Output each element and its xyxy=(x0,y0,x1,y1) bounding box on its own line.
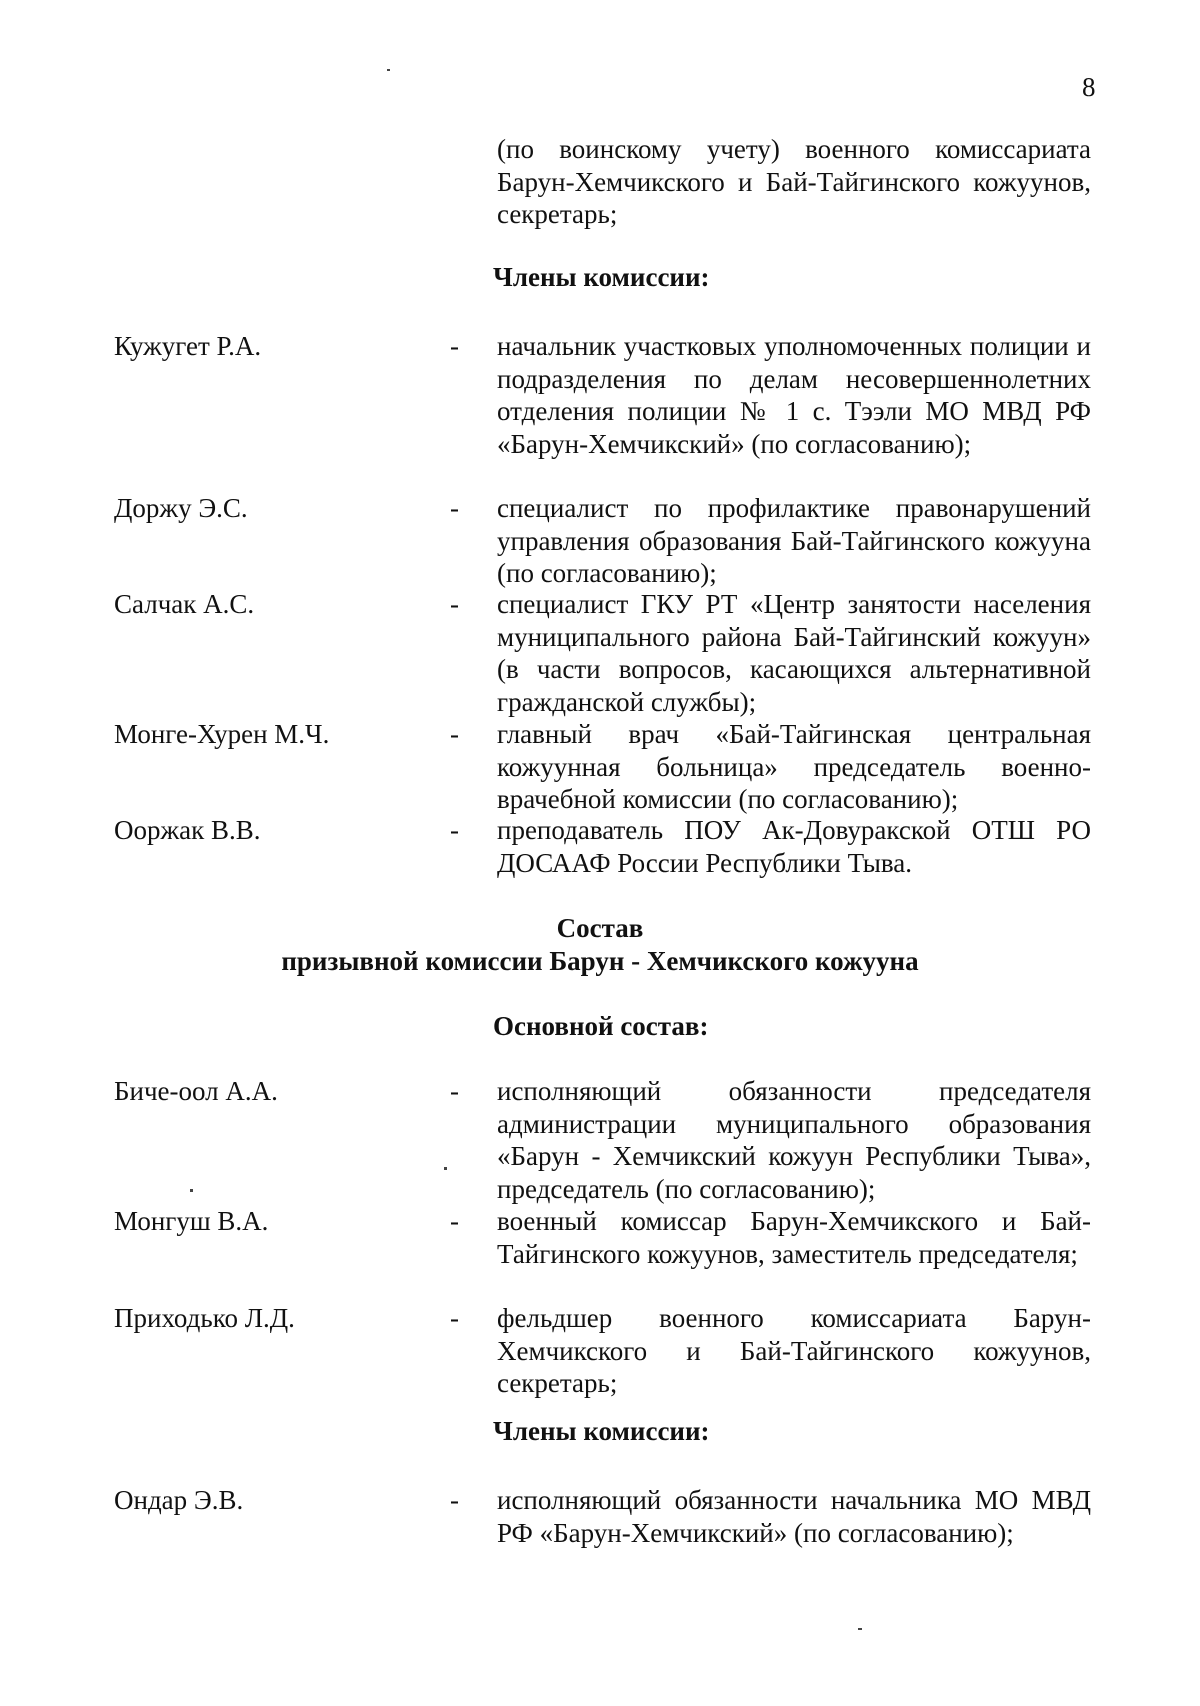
section-title-line2: призывной комиссии Барун - Хемчикского кожууна xyxy=(281,945,919,976)
members-heading: Члены комиссии: xyxy=(493,262,710,292)
member-name: Кужугет Р.А. xyxy=(114,331,262,361)
scan-speck xyxy=(387,69,390,71)
member-name: Ооржак В.В. xyxy=(114,815,261,845)
scan-speck xyxy=(444,1167,447,1170)
member-name: Монгуш В.А. xyxy=(114,1206,269,1236)
member-name: Ондар Э.В. xyxy=(114,1485,244,1515)
member-dash: - xyxy=(450,493,459,523)
member-description: фельдшер военного комиссариата Барун-Хемчикского и Бай-Тайгинского кожуунов, секретарь; xyxy=(497,1303,1091,1398)
member-dash: - xyxy=(450,1076,459,1106)
member-name: Салчак А.С. xyxy=(114,589,255,619)
member-dash: - xyxy=(450,1206,459,1236)
member-description: военный комиссар Барун-Хемчикского и Бай-Тайгинского кожуунов, заместитель председателя; xyxy=(497,1206,1091,1269)
member-dash: - xyxy=(450,589,459,619)
section-title xyxy=(0,912,1200,977)
member-name: Доржу Э.С. xyxy=(114,493,248,523)
main-composition-heading: Основной состав: xyxy=(493,1011,709,1041)
member-description: специалист по профилактике правонарушений управления образования Бай-Тайгинского кожууна (по согласованию); xyxy=(497,493,1091,588)
section-title-line1: Состав xyxy=(556,913,644,943)
member-dash: - xyxy=(450,1485,459,1515)
member-name: Монге-Хурен М.Ч. xyxy=(114,719,330,749)
member-dash: - xyxy=(450,719,459,749)
secretary-continuation: (по воинскому учету) военного комиссариата Барун-Хемчикского и Бай-Тайгинского кожуунов, секретарь; xyxy=(497,134,1091,229)
member-description: исполняющий обязанности начальника МО МВД РФ «Барун-Хемчикский» (по согласованию); xyxy=(497,1485,1091,1548)
member-dash: - xyxy=(450,815,459,845)
member-name: Приходько Л.Д. xyxy=(114,1303,295,1333)
scan-speck xyxy=(858,1628,862,1630)
member-description: главный врач «Бай-Тайгинская центральная кожуунная больница» председатель военно-врачебной комиссии (по согласованию); xyxy=(497,719,1091,814)
member-dash: - xyxy=(450,331,459,361)
member-description: начальник участковых уполномоченных полиции и подразделения по делам несовершеннолетних отделения полиции № 1 с. Тээли МО МВД РФ «Барун-Хемчикский» (по согласованию); xyxy=(497,331,1091,459)
member-dash: - xyxy=(450,1303,459,1333)
members-heading: Члены комиссии: xyxy=(493,1416,710,1446)
member-description: исполняющий обязанности председателя администрации муниципального образования «Барун - Хемчикский кожуун Республики Тыва», председатель (по согласованию); xyxy=(497,1076,1091,1204)
member-name: Биче-оол А.А. xyxy=(114,1076,278,1106)
scan-speck xyxy=(190,1189,193,1192)
member-description: специалист ГКУ РТ «Центр занятости населения муниципального района Бай-Тайгинский кожуун» (в части вопросов, касающихся альтернативной гражданской службы); xyxy=(497,589,1091,717)
page-number: 8 xyxy=(1082,72,1096,102)
member-description: преподаватель ПОУ Ак-Довуракской ОТШ РО ДОСААФ России Республики Тыва. xyxy=(497,815,1091,878)
